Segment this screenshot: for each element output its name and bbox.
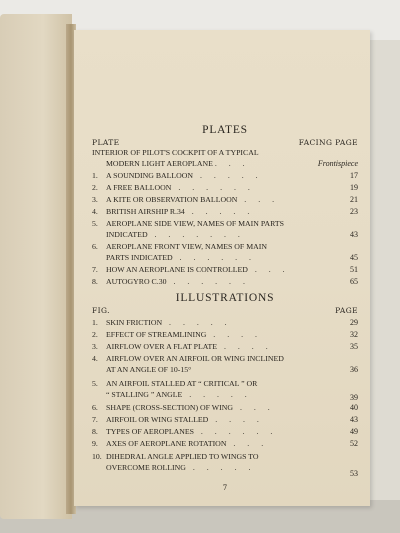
entry-title: AUTOGYRO C.30 xyxy=(106,277,167,286)
entry-title-cont: INDICATED xyxy=(106,230,148,239)
toc-entry: 3. A KITE OR OBSERVATION BALLOON . . . 21 xyxy=(92,195,358,204)
entry-page: 19 xyxy=(350,183,358,192)
toc-entry: 7. HOW AN AEROPLANE IS CONTROLLED . . . 51 xyxy=(92,265,358,274)
entry-title-cont: AT AN ANGLE OF 10-15° xyxy=(106,365,192,374)
entry-page: 29 xyxy=(350,318,358,327)
frontispiece-page: Frontispiece xyxy=(317,159,358,168)
entry-number: 7. xyxy=(92,415,98,424)
entry-title: DIHEDRAL ANGLE APPLIED TO WINGS TO xyxy=(106,452,259,461)
toc-entry-cont: “ STALLING ” ANGLE . . . . . 39 xyxy=(92,389,358,400)
toc-entry: 6. SHAPE (CROSS-SECTION) OF WING . . . 40 xyxy=(92,403,358,412)
entry-number: 7. xyxy=(92,265,98,274)
entry-number: 3. xyxy=(92,342,98,351)
toc-entry xyxy=(92,378,358,389)
entry-title: A KITE OR OBSERVATION BALLOON xyxy=(106,195,238,204)
entry-title: SHAPE (CROSS-SECTION) OF WING xyxy=(106,403,234,412)
toc-entry-cont: PARTS INDICATED . . . . . . 45 xyxy=(92,252,358,263)
entry-title-cont: OVERCOME ROLLING xyxy=(106,463,186,472)
entry-title: SKIN FRICTION xyxy=(106,318,163,327)
entry-title: BRITISH AIRSHIP R.34 xyxy=(106,207,185,216)
toc-entry xyxy=(92,353,358,364)
entry-number: 8. xyxy=(92,427,98,436)
entry-number: 6. xyxy=(92,403,98,412)
entry-page: 43 xyxy=(350,415,358,424)
entry-page: 52 xyxy=(350,439,358,448)
illustrations-column-header xyxy=(92,306,358,315)
entry-title: AEROPLANE FRONT VIEW, NAMES OF MAIN xyxy=(106,242,268,251)
entry-title: A SOUNDING BALLOON xyxy=(106,171,194,180)
entry-title: A FREE BALLOON xyxy=(106,183,172,192)
fig-col-label: FIG. xyxy=(92,306,110,315)
entry-number: 2. xyxy=(92,330,98,339)
toc-entry: 2. EFFECT OF STREAMLINING . . . . 32 xyxy=(92,330,358,339)
entry-title-cont: PARTS INDICATED xyxy=(106,253,173,262)
entry-number: 4. xyxy=(92,207,98,216)
frontispiece-entry-cont: MODERN LIGHT AEROPLANE . . . Frontispiece xyxy=(92,158,358,169)
entry-number: 1. xyxy=(92,171,98,180)
entry-title: EFFECT OF STREAMLINING xyxy=(106,330,207,339)
entry-title: HOW AN AEROPLANE IS CONTROLLED xyxy=(106,265,248,274)
toc-entry xyxy=(92,241,358,252)
entry-page: 45 xyxy=(350,253,358,262)
entry-page: 49 xyxy=(350,427,358,436)
illustrations-heading: ILLUSTRATIONS xyxy=(175,292,275,304)
frontispiece-title-line2: MODERN LIGHT AEROPLANE xyxy=(106,159,213,168)
entry-page: 32 xyxy=(350,330,358,339)
toc-entry: 1. A SOUNDING BALLOON . . . . . 17 xyxy=(92,171,358,180)
entry-page: 39 xyxy=(350,393,358,402)
plates-column-header xyxy=(92,138,358,147)
entry-number: 1. xyxy=(92,318,98,327)
plates-heading: PLATES xyxy=(202,124,248,136)
entry-page: 65 xyxy=(350,277,358,286)
left-page-edge xyxy=(0,14,72,519)
page-number: 7 xyxy=(222,484,228,492)
toc-entry: 4. BRITISH AIRSHIP R.34 . . . . . 23 xyxy=(92,207,358,216)
entry-number: 8. xyxy=(92,277,98,286)
entry-page: 53 xyxy=(350,469,358,478)
toc-entry: 8. AUTOGYRO C.30 . . . . . . 65 xyxy=(92,277,358,286)
toc-entry: 3. AIRFLOW OVER A FLAT PLATE . . . . 35 xyxy=(92,342,358,351)
entry-number: 2. xyxy=(92,183,98,192)
entry-title: AIRFLOW OVER A FLAT PLATE xyxy=(106,342,218,351)
toc-entry-cont: INDICATED . . . . . . . 43 xyxy=(92,229,358,240)
entry-page: 36 xyxy=(350,365,358,374)
toc-entry-cont: OVERCOME ROLLING . . . . . 53 xyxy=(92,462,358,473)
entry-page: 21 xyxy=(350,195,358,204)
entry-title: TYPES OF AEROPLANES xyxy=(106,427,194,436)
toc-entry-cont xyxy=(92,364,358,375)
toc-entry xyxy=(92,218,358,229)
entry-title: AEROPLANE SIDE VIEW, NAMES OF MAIN PARTS xyxy=(106,219,284,228)
entry-title: AIRFOIL OR WING STALLED xyxy=(106,415,209,424)
entry-page: 17 xyxy=(350,171,358,180)
page-col-label: PAGE xyxy=(335,306,358,315)
entry-page: 23 xyxy=(350,207,358,216)
entry-title-cont: “ STALLING ” ANGLE xyxy=(106,390,183,399)
entry-page: 35 xyxy=(350,342,358,351)
entry-number: 6. xyxy=(92,242,98,251)
entry-number: 4. xyxy=(92,354,98,363)
entry-page: 43 xyxy=(350,230,358,239)
plate-col-label: PLATE xyxy=(92,138,120,147)
frontispiece-title-line1: INTERIOR OF PILOT'S COCKPIT OF A TYPICAL xyxy=(92,148,259,157)
entry-number: 9. xyxy=(92,439,98,448)
entry-number: 3. xyxy=(92,195,98,204)
entry-title: AXES OF AEROPLANE ROTATION xyxy=(106,439,227,448)
entry-page: 40 xyxy=(350,403,358,412)
book-page xyxy=(74,30,370,506)
entry-page: 51 xyxy=(350,265,358,274)
toc-entry xyxy=(92,451,358,462)
entry-number: 5. xyxy=(92,219,98,228)
frontispiece-entry xyxy=(92,147,358,158)
facing-page-col-label: FACING PAGE xyxy=(298,138,358,147)
entry-number: 10. xyxy=(92,452,102,461)
entry-number: 5. xyxy=(92,379,98,388)
toc-entry: 8. TYPES OF AEROPLANES . . . . . . 49 xyxy=(92,427,358,436)
toc-entry: 1. SKIN FRICTION . . . . . 29 xyxy=(92,318,358,327)
toc-entry: 9. AXES OF AEROPLANE ROTATION . . . 52 xyxy=(92,439,358,448)
toc-entry: 2. A FREE BALLOON . . . . . . 19 xyxy=(92,183,358,192)
entry-title: AN AIRFOIL STALLED AT “ CRITICAL ” OR xyxy=(106,379,258,388)
entry-title: AIRFLOW OVER AN AIRFOIL OR WING INCLINED xyxy=(106,354,284,363)
toc-entry: 7. AIRFOIL OR WING STALLED . . . . 43 xyxy=(92,415,358,424)
